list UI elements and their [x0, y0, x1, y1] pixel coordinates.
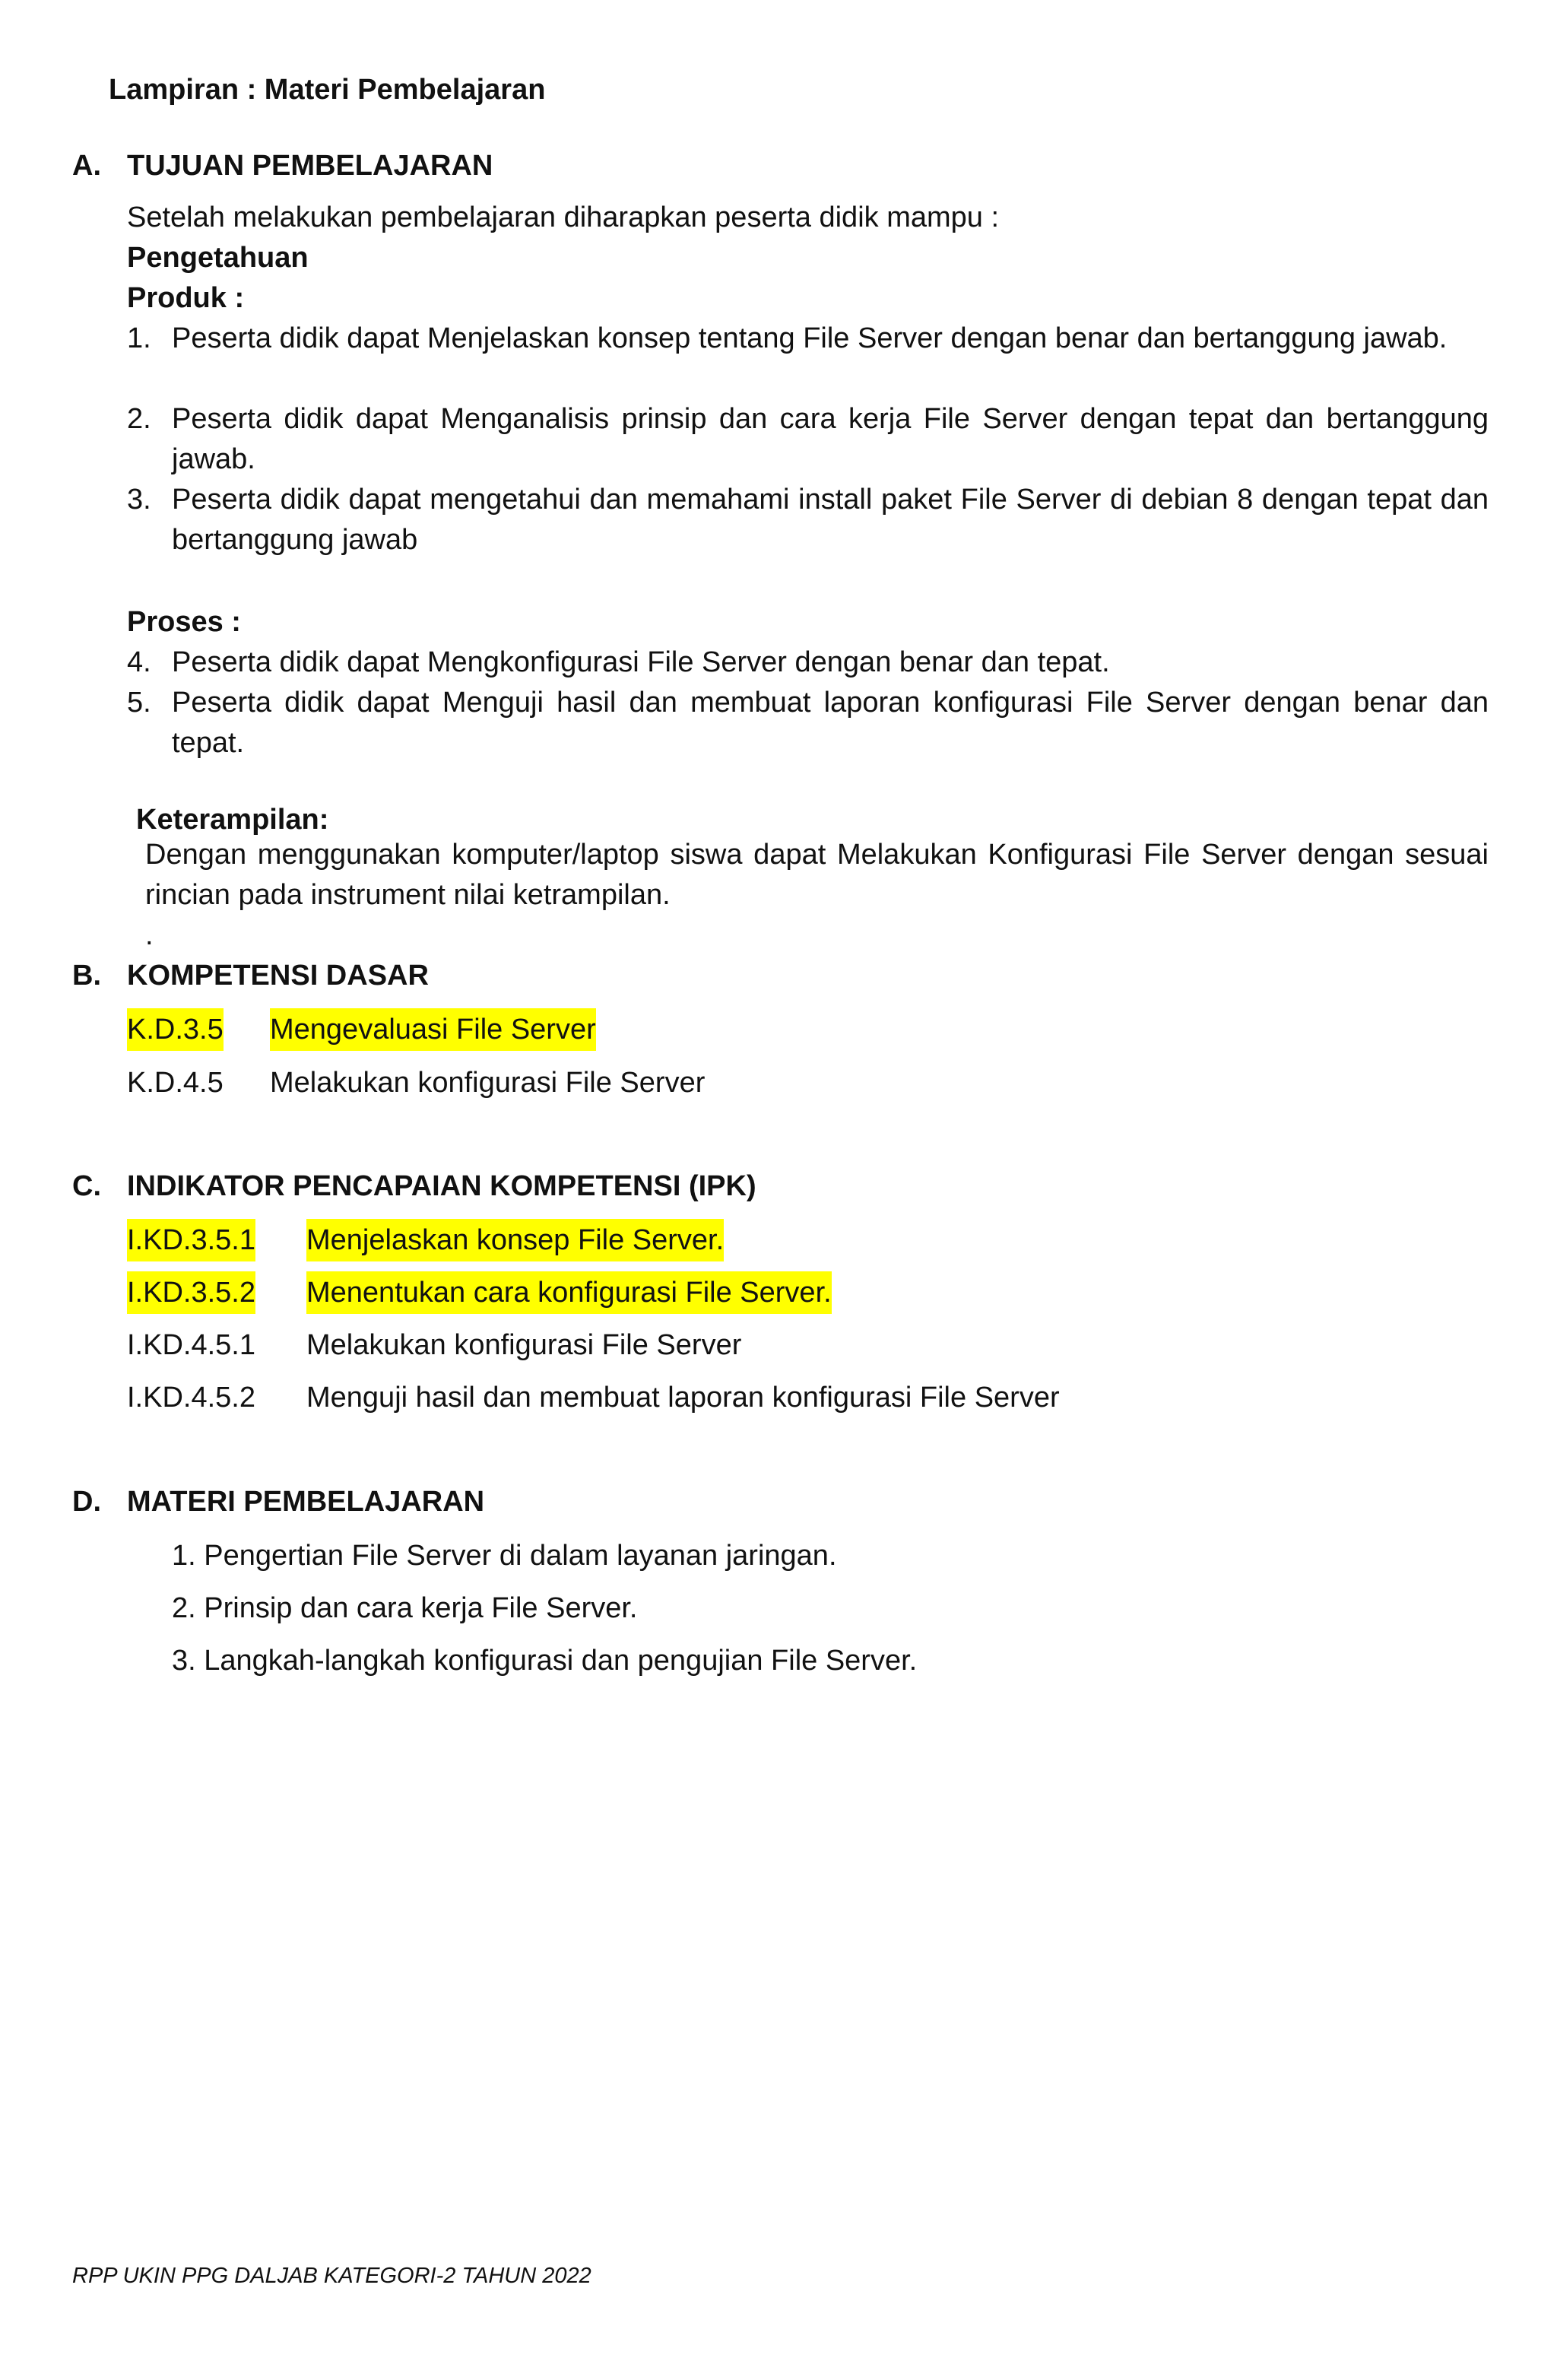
ipk-code: I.KD.4.5.1	[127, 1329, 255, 1361]
kd-text: Mengevaluasi File Server	[270, 1008, 596, 1051]
section-a-title: TUJUAN PEMBELAJARAN	[127, 150, 493, 182]
ipk-code: I.KD.4.5.2	[127, 1382, 255, 1414]
section-b-letter: B.	[72, 960, 101, 992]
keterampilan-text: Dengan menggunakan komputer/laptop siswa dapat Melakukan Konfigurasi File Server dengan sesuai rincian pada instrument nilai ketrampilan.	[145, 839, 1489, 911]
ipk-text: Menentukan cara konfigurasi File Server.	[306, 1271, 832, 1314]
list-item	[127, 319, 151, 359]
list-item-number: 1.	[127, 322, 151, 354]
kd-row	[0, 1008, 1557, 1051]
list-item-number: 5.	[127, 687, 151, 719]
kd-text: Melakukan konfigurasi File Server	[270, 1067, 706, 1099]
materi-item: 3. Langkah-langkah konfigurasi dan pengujian File Server.	[172, 1645, 918, 1677]
list-item-text: Peserta didik dapat Menganalisis prinsip dan cara kerja File Server dengan tepat dan bertanggung jawab.	[172, 403, 1489, 475]
list-item	[172, 1534, 1464, 1577]
list-item-number: 3.	[127, 484, 151, 516]
list-item	[127, 480, 151, 520]
section-a-intro: Setelah melakukan pembelajaran diharapkan peserta didik mampu :	[127, 202, 1000, 233]
list-item-text: Peserta didik dapat Mengkonfigurasi File Server dengan benar dan tepat.	[172, 646, 1110, 678]
ipk-text: Melakukan konfigurasi File Server	[306, 1329, 742, 1361]
keterampilan-label: Keterampilan:	[136, 804, 329, 836]
list-item-number: 2.	[127, 403, 151, 435]
ipk-row	[0, 1324, 1557, 1366]
produk-label: Produk :	[127, 282, 245, 314]
section-d-letter: D.	[72, 1486, 101, 1518]
ipk-code: I.KD.3.5.1	[127, 1219, 255, 1261]
list-item	[127, 399, 151, 440]
ipk-row	[0, 1271, 1557, 1314]
list-item-text: Peserta didik dapat mengetahui dan memahami install paket File Server di debian 8 dengan tepat dan bertanggung jawab	[172, 484, 1489, 556]
page-footer: RPP UKIN PPG DALJAB KATEGORI-2 TAHUN 2022	[72, 2264, 591, 2288]
ipk-text: Menjelaskan konsep File Server.	[306, 1219, 724, 1261]
list-item-text: Peserta didik dapat Menjelaskan konsep tentang File Server dengan benar dan bertanggung jawab.	[172, 322, 1448, 354]
proses-label: Proses :	[127, 606, 241, 638]
trailing-dot: .	[145, 919, 154, 951]
attachment-title: Lampiran : Materi Pembelajaran	[109, 74, 546, 106]
ipk-text: Menguji hasil dan membuat laporan konfigurasi File Server	[306, 1382, 1060, 1414]
section-d-title: MATERI PEMBELAJARAN	[127, 1486, 485, 1518]
kd-code: K.D.3.5	[127, 1008, 224, 1051]
materi-item: 2. Prinsip dan cara kerja File Server.	[172, 1592, 638, 1624]
pengetahuan-label: Pengetahuan	[127, 242, 309, 274]
list-item	[172, 1587, 1464, 1630]
list-item-text: Peserta didik dapat Menguji hasil dan membuat laporan konfigurasi File Server dengan benar dan tepat.	[172, 687, 1489, 759]
section-c-letter: C.	[72, 1170, 101, 1202]
kd-code: K.D.4.5	[127, 1067, 224, 1099]
list-item	[127, 643, 151, 683]
list-item	[127, 683, 151, 723]
ipk-row	[0, 1219, 1557, 1261]
materi-item: 1. Pengertian File Server di dalam layanan jaringan.	[172, 1540, 837, 1572]
section-b-title: KOMPETENSI DASAR	[127, 960, 429, 992]
section-c-title: INDIKATOR PENCAPAIAN KOMPETENSI (IPK)	[127, 1170, 756, 1202]
list-item	[172, 1639, 1464, 1682]
list-item-number: 4.	[127, 646, 151, 678]
section-a-letter: A.	[72, 150, 101, 182]
ipk-row	[0, 1376, 1557, 1419]
kd-row	[0, 1061, 1557, 1104]
ipk-code: I.KD.3.5.2	[127, 1271, 255, 1314]
